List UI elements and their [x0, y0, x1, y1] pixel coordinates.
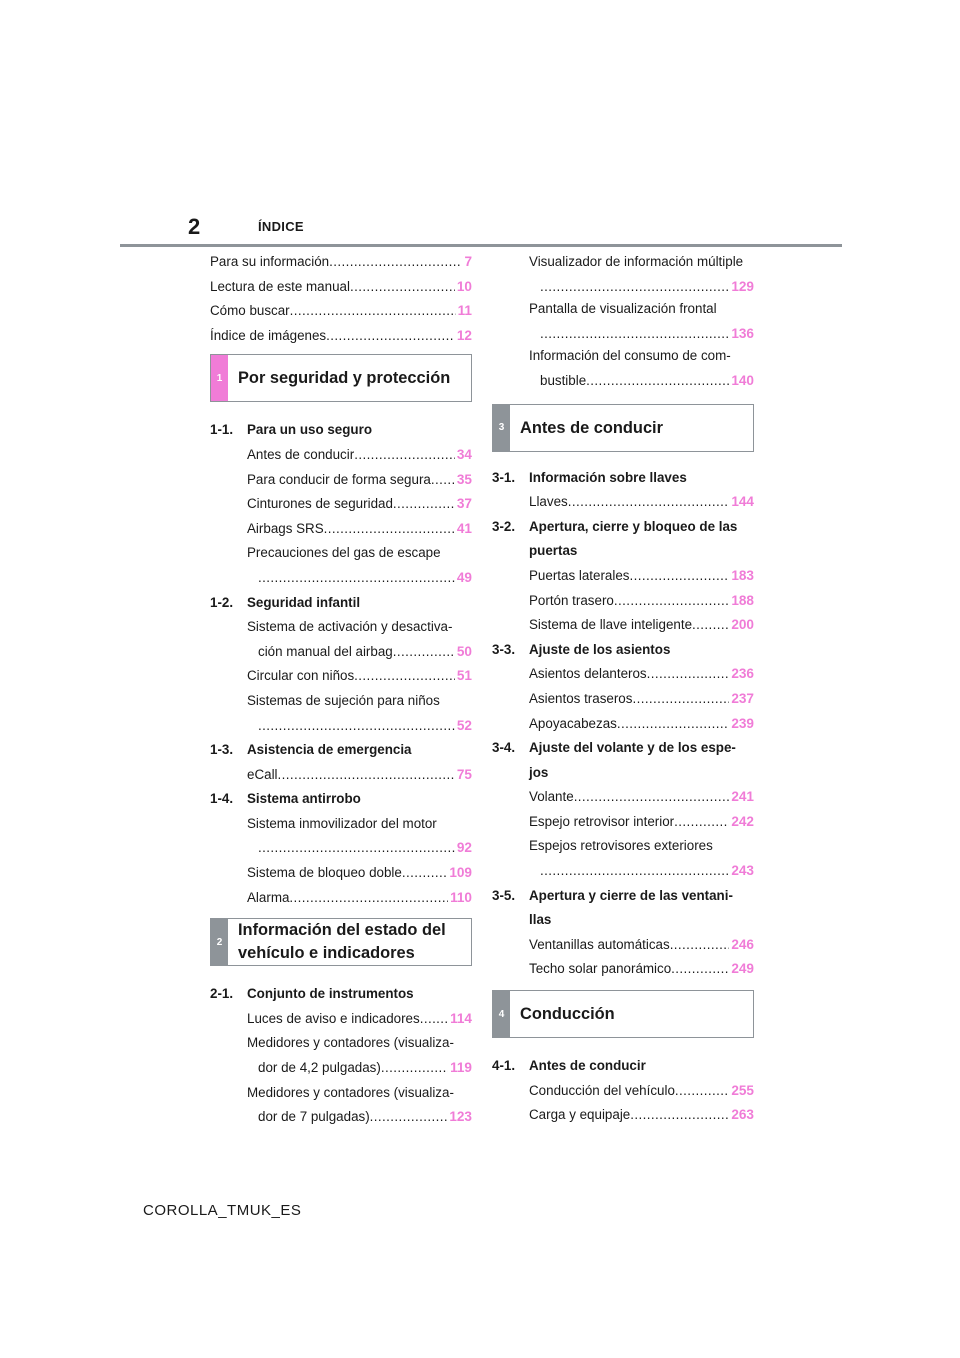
chapter-title: Por seguridad y protección [238, 369, 451, 388]
page-ref[interactable]: 37 [456, 496, 472, 512]
page-ref[interactable]: 255 [731, 1082, 754, 1098]
section-heading: 3-2. Apertura, cierre y bloqueo de las puertas [492, 518, 738, 559]
page-ref[interactable]: 144 [731, 494, 754, 510]
chapter-tab: 3 [493, 405, 510, 451]
page-ref[interactable]: 11 [457, 303, 472, 319]
toc-entry[interactable] [492, 275, 754, 300]
toc-entry[interactable]: Llaves ..... 144 [492, 490, 754, 515]
page-ref[interactable]: 12 [456, 327, 472, 343]
page-ref[interactable]: 110 [450, 889, 472, 905]
toc-entry[interactable]: Airbags SRS ..... 41 [210, 517, 472, 542]
page-ref[interactable]: 188 [731, 592, 754, 608]
toc-entry-line[interactable]: Medidores y contadores (visualiza- [247, 1035, 454, 1051]
toc-entry[interactable]: Espejo retrovisor interior ..... 242 [492, 810, 754, 835]
page-ref[interactable]: 140 [731, 372, 754, 388]
toc-entry[interactable]: Sistema de llave inteligente ..... 200 [492, 613, 754, 638]
toc-entry[interactable]: Índice de imágenes ..... 12 [210, 324, 472, 349]
chapter-1-header[interactable] [210, 354, 472, 402]
toc-entry[interactable]: Alarma ..... 110 [210, 886, 472, 911]
toc-entry[interactable]: Circular con niños ..... 51 [210, 664, 472, 689]
page-ref[interactable]: 50 [456, 643, 472, 659]
toc-entry[interactable]: Antes de conducir ..... 34 [210, 443, 472, 468]
chapter-2-header[interactable] [210, 918, 472, 966]
page-ref[interactable]: 119 [450, 1060, 472, 1076]
page-footer: COROLLA_TMUK_ES [143, 1202, 302, 1219]
chapter-title: Conducción [520, 1005, 615, 1024]
page-ref[interactable]: 242 [731, 813, 754, 829]
page-ref[interactable]: 114 [450, 1010, 472, 1026]
page-ref[interactable]: 123 [449, 1109, 472, 1125]
toc-entry[interactable]: Apoyacabezas ..... 239 [492, 712, 754, 737]
toc-entry[interactable]: ción manual del airbag ..... 50 [210, 640, 472, 665]
toc-entry[interactable]: Asientos delanteros ..... 236 [492, 662, 754, 687]
toc-entry[interactable]: Conducción del vehículo ..... 255 [492, 1079, 754, 1104]
toc-entry[interactable]: Volante ..... 241 [492, 785, 754, 810]
page-ref[interactable]: 34 [456, 446, 472, 462]
page-ref[interactable]: 200 [731, 617, 754, 633]
toc-entry-line[interactable]: Visualizador de información múltiple [529, 254, 744, 269]
page-ref[interactable]: 183 [731, 567, 754, 583]
toc-entry[interactable] [492, 859, 754, 884]
section-heading: 1-2. Seguridad infantil [210, 594, 361, 610]
section-heading: 3-3. Ajuste de los asientos [492, 641, 671, 657]
toc-entry[interactable]: Para su información ..... 7 [210, 250, 472, 275]
toc-left-column [210, 250, 472, 1130]
toc-entry-line[interactable]: Sistema inmovilizador del motor [247, 815, 437, 831]
page-ref[interactable]: 52 [456, 717, 472, 733]
section-heading: 1-3. Asistencia de emergencia [210, 742, 412, 758]
toc-entry-line[interactable]: Espejos retrovisores exteriores [529, 838, 713, 854]
toc-entry[interactable]: Luces de aviso e indicadores ..... 114 [210, 1007, 472, 1032]
page-ref[interactable]: 35 [456, 471, 472, 487]
toc-entry[interactable]: Techo solar panorámico ..... 249 [492, 957, 754, 982]
section-heading: 3-4. Ajuste del volante y de los espe- jos [492, 740, 736, 780]
page-ref[interactable]: 246 [731, 936, 754, 952]
page-ref[interactable]: 236 [731, 666, 754, 682]
toc-entry[interactable]: eCall ..... 75 [210, 763, 472, 788]
page-number: 2 [188, 214, 201, 239]
chapter-tab: 1 [211, 355, 228, 401]
toc-entry-line[interactable]: Medidores y contadores (visualiza- [247, 1084, 454, 1100]
toc-entry[interactable]: Sistema de bloqueo doble ..... 109 [210, 861, 472, 886]
toc-entry[interactable] [210, 714, 472, 739]
toc-entry[interactable]: Asientos traseros ..... 237 [492, 687, 754, 712]
page-header: ÍNDICE [258, 219, 304, 234]
page-ref[interactable]: 10 [456, 278, 472, 294]
toc-entry[interactable]: dor de 7 pulgadas) ..... 123 [210, 1105, 472, 1130]
page-ref[interactable]: 41 [456, 520, 472, 536]
section-heading: 4-1. Antes de conducir [492, 1058, 646, 1074]
page-ref[interactable]: 129 [731, 278, 754, 294]
page-ref[interactable]: 109 [449, 865, 472, 881]
toc-entry[interactable] [210, 836, 472, 861]
section-heading: 1-1. Para un uso seguro [210, 422, 373, 438]
section-heading: 3-1. Información sobre llaves [492, 469, 687, 485]
section-heading: 2-1. Conjunto de instrumentos [210, 986, 414, 1002]
toc-entry[interactable]: Para conducir de forma segura ..... 35 [210, 468, 472, 493]
page-ref[interactable]: 243 [731, 863, 754, 879]
page-ref[interactable]: 249 [731, 961, 754, 977]
toc-entry[interactable]: Portón trasero ..... 188 [492, 589, 754, 614]
toc-entry-line[interactable]: Sistemas de sujeción para niños [247, 692, 440, 708]
page-ref[interactable]: 263 [731, 1107, 754, 1123]
toc-entry[interactable]: Carga y equipaje ..... 263 [492, 1103, 754, 1128]
toc-entry[interactable] [210, 566, 472, 591]
toc-entry[interactable]: Puertas laterales ..... 183 [492, 564, 754, 589]
chapter-tab: 2 [211, 919, 228, 965]
toc-entry[interactable]: Ventanillas automáticas ..... 246 [492, 933, 754, 958]
page-ref[interactable]: 237 [731, 690, 754, 706]
chapter-title: Antes de conducir [520, 418, 663, 437]
page-ref[interactable]: 136 [731, 325, 754, 341]
page-ref[interactable]: 51 [456, 668, 472, 684]
toc-entry-line[interactable]: Precauciones del gas de escape [247, 545, 441, 561]
toc-entry[interactable]: dor de 4,2 pulgadas) ..... 119 [210, 1056, 472, 1081]
toc-entry[interactable]: bustible ..... 140 [492, 369, 754, 394]
page-ref[interactable]: 239 [731, 715, 754, 731]
page-ref[interactable]: 75 [456, 766, 472, 782]
page-ref[interactable]: 49 [456, 569, 472, 585]
toc-entry[interactable]: Cinturones de seguridad ..... 37 [210, 492, 472, 517]
chapter-3-header[interactable] [492, 404, 754, 452]
toc-entry-line[interactable]: Sistema de activación y desactiva- [247, 619, 453, 635]
toc-entry[interactable] [492, 322, 754, 347]
section-heading: 3-5. Apertura y cierre de las ventani- llas [492, 887, 733, 928]
page-ref[interactable]: 7 [464, 254, 472, 269]
toc-right-column [492, 250, 754, 1128]
section-heading: 1-4. Sistema antirrobo [210, 791, 361, 807]
chapter-title: Información del estado del vehículo e indicadores [238, 921, 446, 963]
chapter-tab: 4 [493, 991, 510, 1037]
toc-entry[interactable]: Cómo buscar ..... 11 [210, 299, 472, 324]
toc-entry[interactable]: Lectura de este manual ..... 10 [210, 275, 472, 300]
chapter-4-header[interactable] [492, 990, 754, 1038]
toc-entry-line[interactable]: Pantalla de visualización frontal [529, 301, 717, 317]
header-rule [120, 244, 842, 247]
page-ref[interactable]: 92 [456, 840, 472, 856]
toc-entry-line[interactable]: Información del consumo de com- [529, 348, 731, 364]
page-ref[interactable]: 241 [731, 789, 754, 805]
